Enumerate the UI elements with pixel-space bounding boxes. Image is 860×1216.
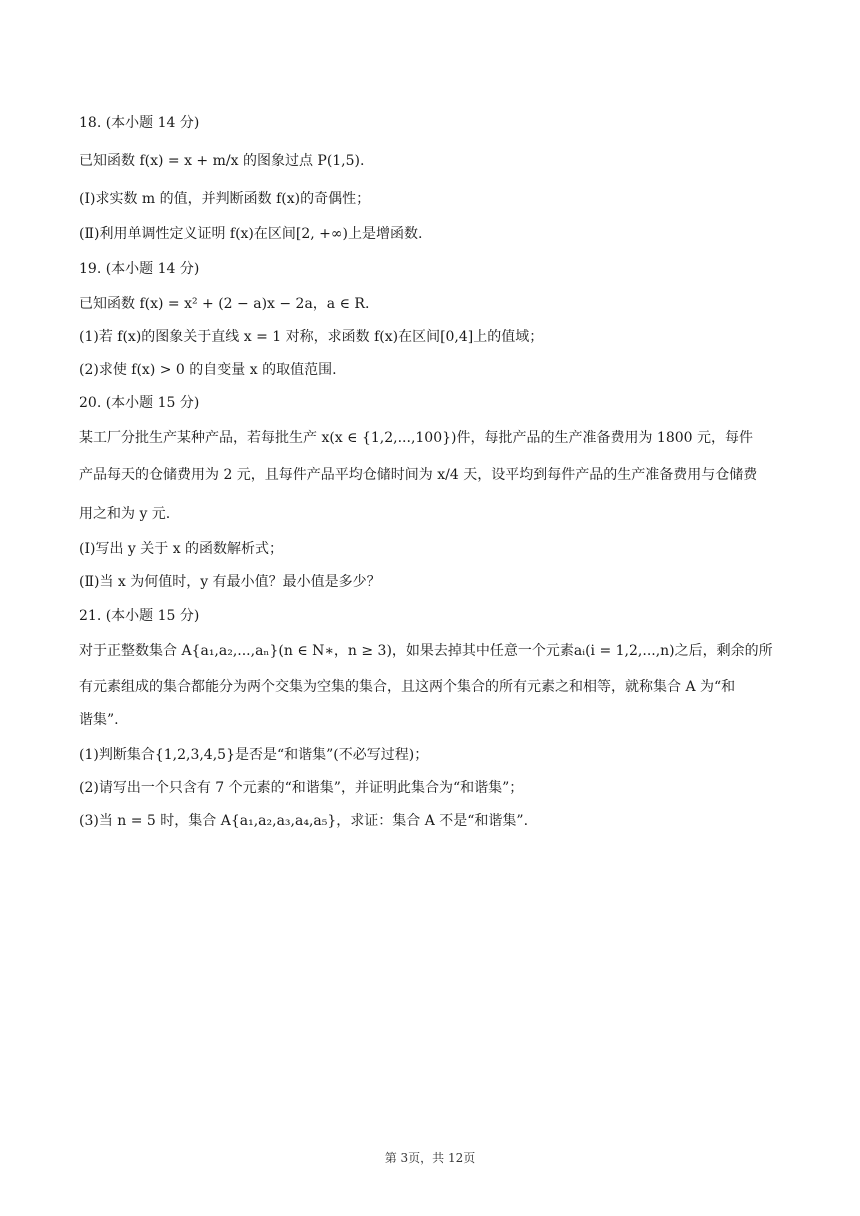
- problem-19-part-2: (2)求使 f(x) > 0 的自变量 x 的取值范围.: [79, 362, 337, 378]
- problem-18-heading: 18. (本小题 14 分): [79, 115, 200, 131]
- problem-20-line-1: 某工厂分批生产某种产品，若每批生产 x(x ∈ {1,2,...,100})件，每批产品的生产准备费用为 1800 元，每件: [79, 430, 754, 446]
- problem-18-statement: 已知函数 f(x) = x + m/x 的图象过点 P(1,5).: [79, 153, 365, 169]
- problem-20-part-1: (Ⅰ)写出 y 关于 x 的函数解析式；: [79, 541, 284, 557]
- problem-21-line-3: 谐集”.: [79, 712, 119, 728]
- problem-21-part-1: (1)判断集合{1,2,3,4,5}是否是“和谐集”(不必写过程)；: [79, 747, 429, 763]
- problem-20-part-2: (Ⅱ)当 x 为何值时，y 有最小值？最小值是多少？: [79, 574, 381, 590]
- problem-21-line-1: 对于正整数集合 A{a₁,a₂,...,aₙ}(n ∈ N∗，n ≥ 3)，如果去掉其中任意一个元素aᵢ(i = 1,2,...,n)之后，剩余的所: [79, 643, 773, 659]
- page-number: 第 3页，共 12页: [384, 1151, 476, 1165]
- problem-21-line-2: 有元素组成的集合都能分为两个交集为空集的集合，且这两个集合的所有元素之和相等，就称集合 A 为“和: [79, 679, 736, 695]
- problem-19-heading: 19. (本小题 14 分): [79, 261, 200, 277]
- problem-20-line-2: 产品每天的仓储费用为 2 元，且每件产品平均仓储时间为 x/4 天，设平均到每件产品的生产准备费用与仓储费: [79, 467, 758, 483]
- problem-21-part-3: (3)当 n = 5 时，集合 A{a₁,a₂,a₃,a₄,a₅}，求证：集合 A 不是“和谐集”.: [79, 813, 529, 829]
- problem-18-part-2: (Ⅱ)利用单调性定义证明 f(x)在区间[2, +∞)上是增函数.: [79, 226, 423, 242]
- problem-20-line-3: 用之和为 y 元.: [79, 506, 171, 522]
- problem-19-part-1: (1)若 f(x)的图象关于直线 x = 1 对称，求函数 f(x)在区间[0,4]上的值域；: [79, 329, 544, 345]
- problem-18-part-1: (Ⅰ)求实数 m 的值，并判断函数 f(x)的奇偶性；: [79, 191, 371, 207]
- problem-21-heading: 21. (本小题 15 分): [79, 608, 200, 624]
- problem-21-part-2: (2)请写出一个只含有 7 个元素的“和谐集”，并证明此集合为“和谐集”；: [79, 780, 524, 796]
- problem-19-statement: 已知函数 f(x) = x² + (2 − a)x − 2a，a ∈ R.: [79, 296, 370, 312]
- problem-20-heading: 20. (本小题 15 分): [79, 395, 200, 411]
